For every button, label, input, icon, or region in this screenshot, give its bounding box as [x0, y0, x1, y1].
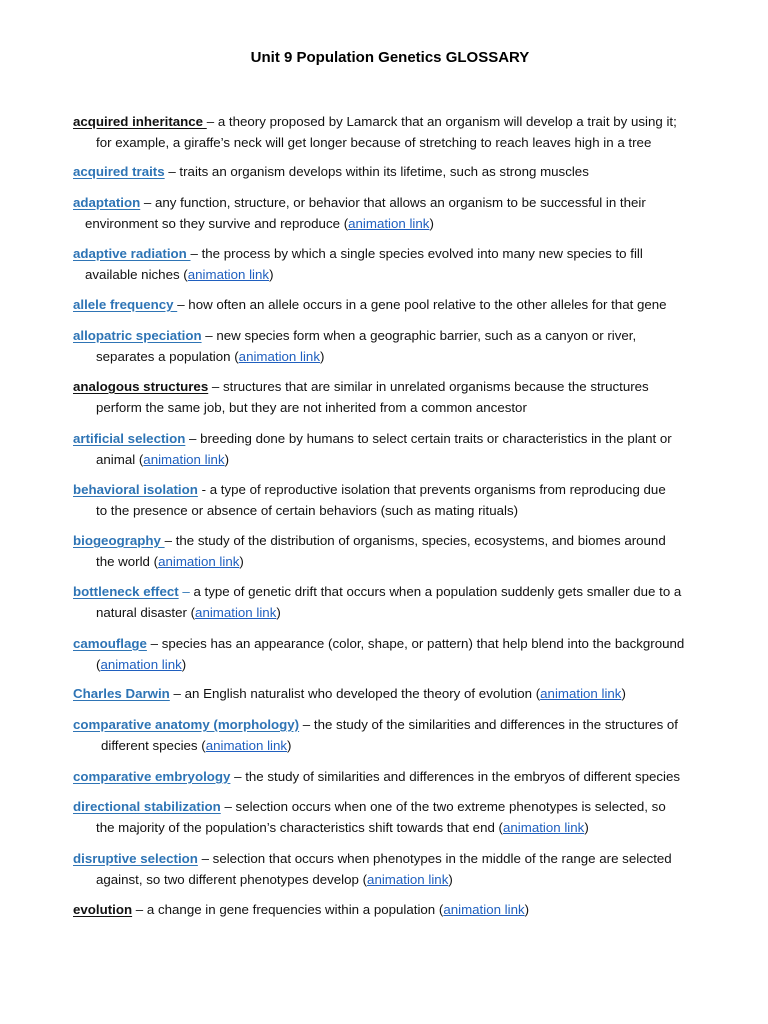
- term-allele-frequency[interactable]: allele frequency: [73, 297, 178, 312]
- glossary-entry-acquired-inheritance: [73, 111, 713, 153]
- glossary-entry-charles-darwin: [73, 683, 713, 704]
- term-allopatric-speciation[interactable]: allopatric speciation: [73, 328, 202, 343]
- definition-text: different species (: [101, 738, 206, 753]
- term-comparative-anatomy[interactable]: comparative anatomy (morphology): [73, 717, 300, 732]
- close-paren: ): [287, 738, 292, 753]
- term-acquired-traits[interactable]: acquired traits: [73, 164, 165, 179]
- term-analogous-structures: analogous structures: [73, 379, 209, 394]
- close-paren: ): [224, 452, 230, 467]
- glossary-entry-evolution: [73, 899, 713, 920]
- definition-text: – the study of the distribution of organisms, species, ecosystems, and biomes around: [164, 533, 666, 548]
- animation-link[interactable]: animation link: [100, 657, 182, 672]
- glossary-entry-acquired-traits: [73, 161, 713, 182]
- term-camouflage[interactable]: camouflage: [73, 636, 147, 651]
- definition-text: separates a population (: [96, 349, 239, 364]
- definition-text: (: [96, 657, 101, 672]
- term-adaptive-radiation[interactable]: adaptive radiation: [73, 246, 191, 261]
- definition-text: – structures that are similar in unrelated organisms because the structures: [208, 379, 649, 394]
- animation-link[interactable]: animation link: [195, 605, 277, 620]
- definition-text: – new species form when a geographic barrier, such as a canyon or river,: [201, 328, 637, 343]
- glossary-entry-allele-frequency: [73, 294, 713, 315]
- definition-text: natural disaster (: [96, 605, 196, 620]
- definition-text: – the process by which a single species evolved into many new species to fill: [190, 246, 643, 261]
- close-paren: ): [181, 657, 187, 672]
- glossary-entry-adaptation: [73, 192, 713, 234]
- glossary-entry-artificial-selection: [73, 428, 713, 470]
- term-evolution: evolution: [73, 902, 133, 917]
- dash: –: [178, 584, 190, 599]
- animation-link[interactable]: animation link: [540, 686, 622, 701]
- definition-text: the world (: [96, 554, 159, 569]
- term-adaptation[interactable]: adaptation: [73, 195, 141, 210]
- definition-text: animal (: [96, 452, 144, 467]
- animation-link[interactable]: animation link: [238, 349, 320, 364]
- glossary-entry-allopatric-speciation: [73, 325, 713, 367]
- definition-text: a type of genetic drift that occurs when a population suddenly gets smaller due to a: [189, 584, 682, 599]
- definition-text: – how often an allele occurs in a gene pool relative to the other alleles for that gene: [177, 297, 667, 312]
- term-directional-stabilization[interactable]: directional stabilization: [73, 799, 221, 814]
- definition-text: available niches (: [85, 267, 188, 282]
- term-disruptive-selection[interactable]: disruptive selection: [73, 851, 198, 866]
- definition-text: for example, a giraffe’s neck will get longer because of stretching to reach leaves high in a tree: [96, 135, 652, 150]
- close-paren: ): [524, 902, 530, 917]
- animation-link[interactable]: animation link: [158, 554, 240, 569]
- animation-link[interactable]: animation link: [443, 902, 525, 917]
- close-paren: ): [276, 605, 281, 620]
- glossary-entry-disruptive-selection: [73, 848, 713, 890]
- definition-text: the majority of the population’s characteristics shift towards that end (: [96, 820, 503, 835]
- term-behavioral-isolation[interactable]: behavioral isolation: [73, 482, 198, 497]
- definition-text: – traits an organism develops within its lifetime, such as strong muscles: [164, 164, 589, 179]
- definition-text: – the study of the similarities and differences in the structures of: [299, 717, 679, 732]
- definition-text: – selection that occurs when phenotypes in the middle of the range are selected: [197, 851, 672, 866]
- glossary-entry-bottleneck-effect: [73, 581, 713, 623]
- close-paren: ): [584, 820, 589, 835]
- term-bottleneck-effect[interactable]: bottleneck effect: [73, 584, 179, 599]
- close-paren: ): [621, 686, 626, 701]
- animation-link[interactable]: animation link: [503, 820, 585, 835]
- definition-text: – an English naturalist who developed the theory of evolution (: [169, 686, 541, 701]
- definition-text: – any function, structure, or behavior that allows an organism to be successful in their: [140, 195, 646, 210]
- definition-text: – the study of similarities and differences in the embryos of different species: [230, 769, 681, 784]
- definition-text: – species has an appearance (color, shape, or pattern) that help blend into the background: [146, 636, 685, 651]
- definition-text: perform the same job, but they are not inherited from a common ancestor: [96, 400, 527, 415]
- close-paren: ): [319, 349, 325, 364]
- close-paren: ): [429, 216, 434, 231]
- glossary-entry-adaptive-radiation: [73, 243, 713, 285]
- glossary-entry-behavioral-isolation: [73, 479, 713, 521]
- definition-text: environment so they survive and reproduce (: [85, 216, 349, 231]
- term-comparative-embryology[interactable]: comparative embryology: [73, 769, 231, 784]
- animation-link[interactable]: animation link: [187, 267, 270, 282]
- definition-text: to the presence or absence of certain behaviors (such as mating rituals): [96, 503, 519, 518]
- definition-text: - a type of reproductive isolation that prevents organisms from reproducing due: [197, 482, 666, 497]
- glossary-entry-comparative-embryology: [73, 766, 713, 787]
- page-title: Unit 9 Population Genetics GLOSSARY: [250, 49, 530, 66]
- animation-link[interactable]: animation link: [367, 872, 449, 887]
- glossary-entry-camouflage: [73, 633, 713, 675]
- definition-text: – selection occurs when one of the two extreme phenotypes is selected, so: [220, 799, 666, 814]
- animation-link[interactable]: animation link: [348, 216, 430, 231]
- term-charles-darwin[interactable]: Charles Darwin: [73, 686, 170, 701]
- close-paren: ): [448, 872, 453, 887]
- definition-text: – a change in gene frequencies within a population (: [132, 902, 444, 917]
- term-biogeography[interactable]: biogeography: [73, 533, 165, 548]
- definition-text: – breeding done by humans to select certain traits or characteristics in the plant or: [185, 431, 672, 446]
- animation-link[interactable]: animation link: [143, 452, 225, 467]
- glossary-entry-directional-stabilization: [73, 796, 713, 838]
- close-paren: ): [269, 267, 274, 282]
- glossary-entry-biogeography: [73, 530, 713, 572]
- definition-text: against, so two different phenotypes develop (: [96, 872, 368, 887]
- close-paren: ): [239, 554, 244, 569]
- term-acquired-inheritance: acquired inheritance: [73, 114, 207, 129]
- animation-link[interactable]: animation link: [205, 738, 288, 753]
- term-artificial-selection[interactable]: artificial selection: [73, 431, 186, 446]
- glossary-entry-comparative-anatomy: [73, 714, 713, 756]
- definition-text: – a theory proposed by Lamarck that an organism will develop a trait by using it;: [206, 114, 677, 129]
- glossary-entry-analogous-structures: [73, 376, 713, 418]
